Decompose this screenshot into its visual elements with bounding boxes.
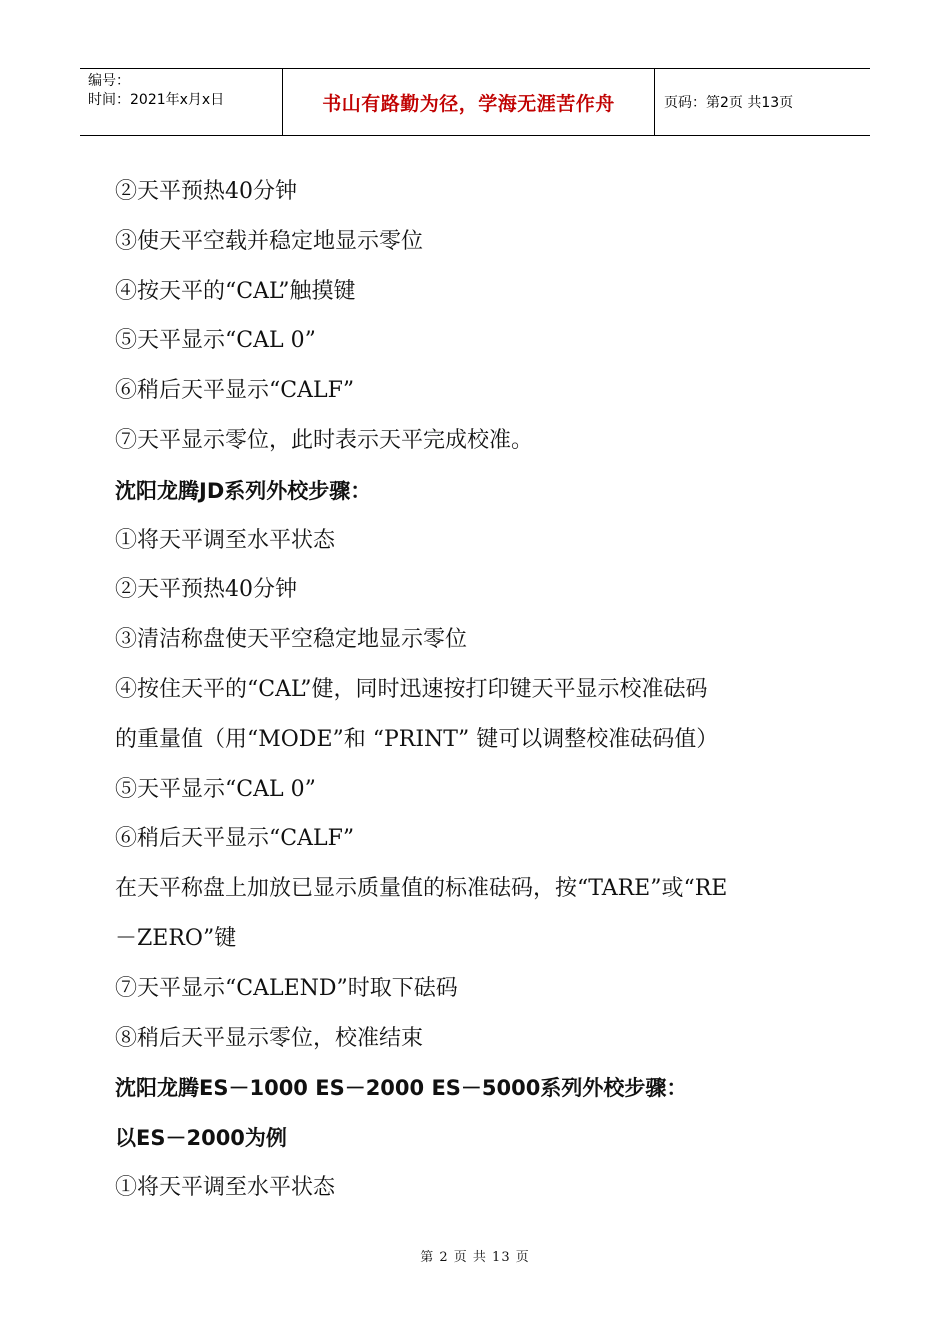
text-line: ⑦天平显示零位，此时表示天平完成校准。 [115, 427, 534, 453]
page-header [80, 68, 870, 136]
section-heading: 沈阳龙腾JD系列外校步骤： [115, 478, 372, 503]
text-line: －ZERO”键 [115, 925, 237, 951]
text-line: ④按天平的“CAL”触摸键 [115, 278, 356, 304]
text-line: 在天平称盘上加放已显示质量值的标准砝码，按“TARE”或“RE [115, 876, 728, 902]
header-page-cell [655, 69, 870, 135]
text-line: ①将天平调至水平状态 [115, 527, 336, 553]
text-line: ③使天平空载并稳定地显示零位 [115, 228, 424, 254]
text-line: ⑤天平显示“CAL 0” [115, 776, 316, 802]
text-line: 的重量值（用“MODE”和 “PRINT” 键可以调整校准砝码值） [115, 726, 719, 752]
section-heading: 沈阳龙腾ES－1000 ES－2000 ES－5000系列外校步骤： [115, 1076, 688, 1101]
text-line: ⑤天平显示“CAL 0” [115, 328, 316, 354]
document-body [115, 170, 845, 1216]
page-footer [0, 1246, 950, 1265]
document-date: 时间：2021年x月x日 [88, 92, 225, 108]
text-line: ③清洁称盘使天平空稳定地显示零位 [115, 627, 468, 653]
text-line: ⑥稍后天平显示“CALF” [115, 378, 355, 404]
section-heading: 以ES－2000为例 [115, 1126, 287, 1151]
text-line: ⑥稍后天平显示“CALF” [115, 826, 355, 852]
text-line: ②天平预热40分钟 [115, 179, 297, 204]
text-line: ⑦天平显示“CALEND”时取下砝码 [115, 975, 458, 1001]
text-line: ①将天平调至水平状态 [115, 1174, 336, 1200]
footer-page-number: 第 2 页 共 13 页 [420, 1250, 530, 1265]
text-line: ④按住天平的“CAL”健，同时迅速按打印键天平显示校准砝码 [115, 676, 708, 702]
header-page-info: 页码：第2页 共13页 [664, 95, 794, 111]
header-motto-cell [283, 69, 655, 135]
header-motto: 书山有路勤为径，学海无涯苦作舟 [322, 92, 615, 115]
header-meta-cell [80, 69, 283, 135]
document-number-label: 编号： [88, 73, 130, 89]
text-line: ⑧稍后天平显示零位，校准结束 [115, 1025, 424, 1051]
text-line: ②天平预热40分钟 [115, 577, 297, 603]
